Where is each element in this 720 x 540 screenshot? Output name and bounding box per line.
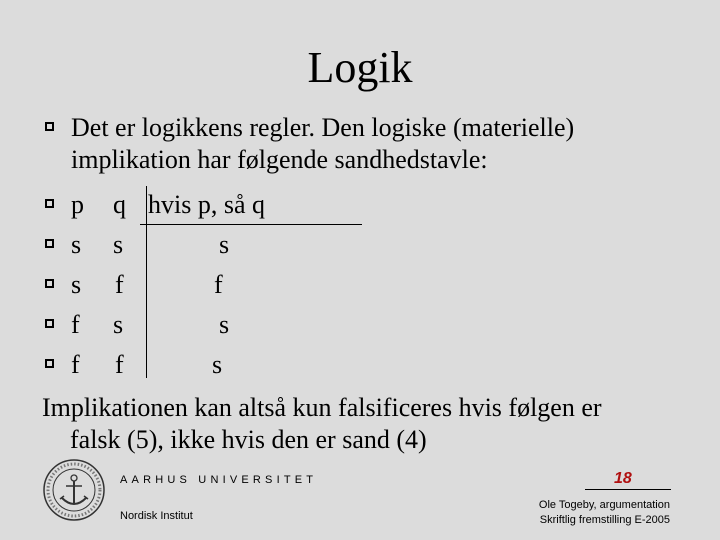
cell-p: s xyxy=(71,230,82,259)
author-line-2: Skriftlig fremstilling E-2005 xyxy=(539,514,670,526)
cell-q: s xyxy=(113,310,124,339)
header-q: q xyxy=(113,190,126,219)
cell-q: f xyxy=(115,350,124,379)
cell-p: f xyxy=(71,350,80,379)
cell-implication: f xyxy=(214,270,223,299)
conclusion-line-2: falsk (5), ikke hvis den er sand (4) xyxy=(70,425,427,454)
square-bullet-icon xyxy=(44,121,55,132)
department-name: Nordisk Institut xyxy=(120,510,193,522)
slide-title: Logik xyxy=(307,43,413,92)
square-bullet-icon xyxy=(44,318,55,329)
university-name: AARHUS UNIVERSITET xyxy=(120,474,318,486)
cell-p: s xyxy=(71,270,82,299)
header-implication: hvis p, så q xyxy=(148,190,265,219)
page-number: 18 xyxy=(614,470,632,487)
square-bullet-icon xyxy=(44,198,55,209)
conclusion-line-1: Implikationen kan altså kun falsificeres hvis følgen er xyxy=(42,393,602,422)
table-column-divider xyxy=(146,186,147,378)
intro-line-2: implikation har følgende sandhedstavle: xyxy=(71,145,488,174)
intro-line-1: Det er logikkens regler. Den logiske (materielle) xyxy=(71,113,575,142)
square-bullet-icon xyxy=(44,238,55,249)
cell-implication: s xyxy=(212,350,223,379)
author-line-1: Ole Togeby, argumentation xyxy=(538,499,670,511)
square-bullet-icon xyxy=(44,358,55,369)
square-bullet-icon xyxy=(44,278,55,289)
cell-p: f xyxy=(71,310,80,339)
cell-implication: s xyxy=(219,230,230,259)
author-info xyxy=(539,498,670,528)
table-header-divider xyxy=(140,224,362,225)
footer-divider xyxy=(585,489,671,490)
cell-q: s xyxy=(113,230,124,259)
cell-q: f xyxy=(115,270,124,299)
aarhus-university-seal-icon xyxy=(42,458,106,522)
header-p: p xyxy=(71,190,84,219)
cell-implication: s xyxy=(219,310,230,339)
